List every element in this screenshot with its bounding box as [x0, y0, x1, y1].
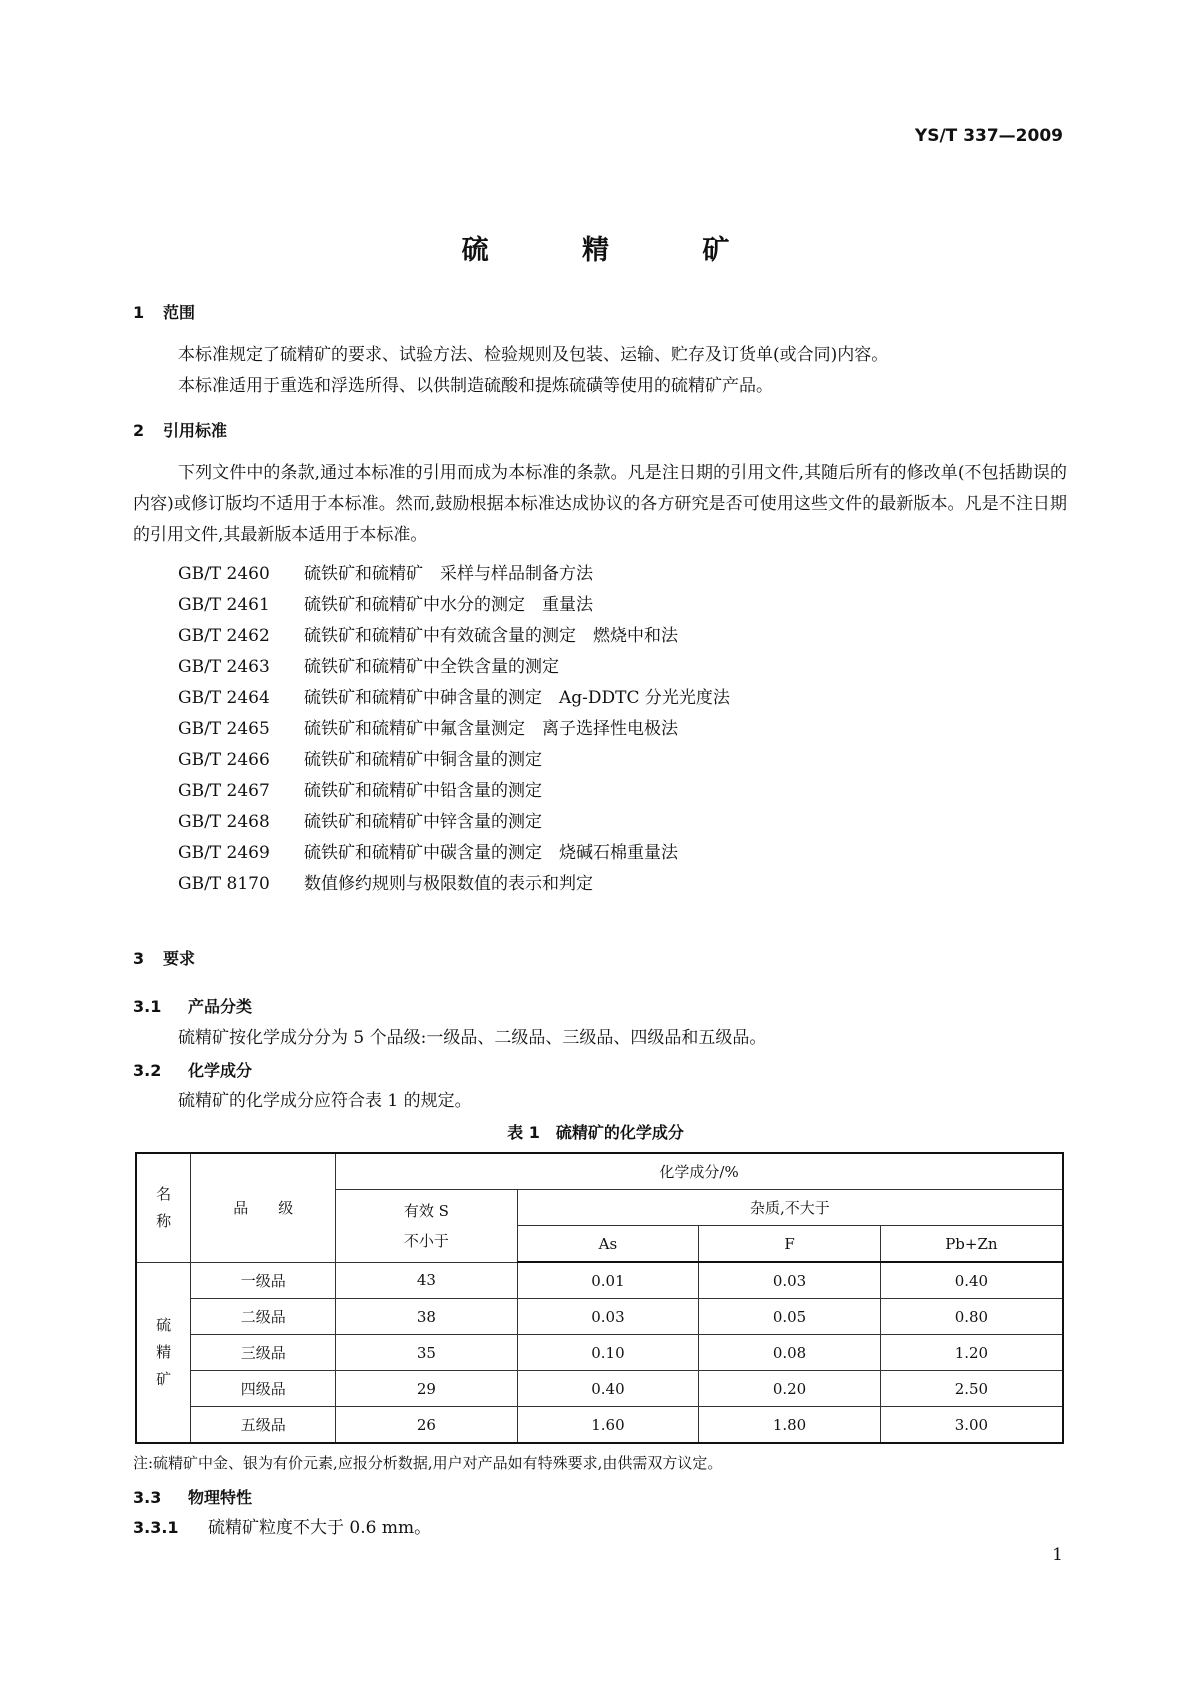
- section-title: 引用标准: [163, 421, 228, 440]
- chemical-composition-table: [135, 1152, 1064, 1444]
- reference-title: 硫铁矿和硫精矿中碳含量的测定 烧碱石棉重量法: [304, 843, 678, 863]
- reference-item: [178, 838, 678, 863]
- effective-s-header-cell: [336, 1190, 518, 1263]
- f-cell: 0.08: [699, 1335, 881, 1371]
- paragraph: 本标准规定了硫精矿的要求、试验方法、检验规则及包装、运输、贮存及订货单(或合同)内容。: [178, 345, 889, 365]
- table-row: [136, 1407, 1063, 1444]
- section-number: 3.1: [133, 997, 162, 1016]
- reference-code: GB/T 2460: [178, 564, 270, 584]
- pbzn-cell: 2.50: [880, 1371, 1063, 1407]
- as-cell: 0.01: [517, 1262, 699, 1299]
- effective-s-header: 有效 S: [403, 1201, 449, 1220]
- impurity-header: 杂质,不大于: [517, 1190, 1063, 1226]
- section-3-3-heading: [133, 1485, 252, 1508]
- pbzn-cell: 0.40: [880, 1262, 1063, 1299]
- reference-item: [178, 807, 542, 832]
- reference-item: [178, 745, 542, 770]
- reference-item: [178, 590, 593, 615]
- as-cell: 0.03: [517, 1299, 699, 1335]
- reference-code: GB/T 2464: [178, 688, 270, 708]
- reference-item: [178, 621, 678, 646]
- section-number: 1: [133, 303, 145, 322]
- table-row: [136, 1335, 1063, 1371]
- as-cell: 0.40: [517, 1371, 699, 1407]
- reference-code: GB/T 2468: [178, 812, 270, 832]
- as-header: As: [517, 1226, 699, 1263]
- grade-cell: 三级品: [191, 1335, 336, 1371]
- table-row: [136, 1262, 1063, 1299]
- table-note: 注:硫精矿中金、银为有价元素,应报分析数据,用户对产品如有特殊要求,由供需双方议定。: [133, 1454, 723, 1472]
- reference-code: GB/T 2463: [178, 657, 270, 677]
- name-header-cell: [136, 1153, 191, 1262]
- min-header: 不小于: [403, 1231, 449, 1250]
- reference-code: GB/T 2466: [178, 750, 270, 770]
- product-name: 硫精矿: [156, 1315, 172, 1388]
- as-cell: 0.10: [517, 1335, 699, 1371]
- paragraph: 本标准适用于重选和浮选所得、以供制造硫酸和提炼硫磺等使用的硫精矿产品。: [178, 376, 773, 396]
- document-title: 硫 精 矿: [461, 235, 772, 266]
- reference-title: 硫铁矿和硫精矿中氟含量测定 离子选择性电极法: [304, 719, 678, 739]
- reference-title: 硫铁矿和硫精矿中水分的测定 重量法: [304, 595, 593, 615]
- reference-code: GB/T 2467: [178, 781, 270, 801]
- reference-code: GB/T 2465: [178, 719, 270, 739]
- reference-title: 硫铁矿和硫精矿中锌含量的测定: [304, 812, 542, 832]
- grade-cell: 五级品: [191, 1407, 336, 1444]
- reference-code: GB/T 2469: [178, 843, 270, 863]
- f-cell: 0.03: [699, 1262, 881, 1299]
- section-title: 化学成分: [188, 1061, 253, 1080]
- reference-item: [178, 869, 593, 894]
- reference-code: GB/T 8170: [178, 874, 270, 894]
- section-2-heading: [133, 418, 227, 441]
- section-title: 要求: [163, 949, 196, 968]
- reference-title: 数值修约规则与极限数值的表示和判定: [304, 874, 593, 894]
- section-number: 3.3: [133, 1488, 162, 1507]
- pbzn-cell: 0.80: [880, 1299, 1063, 1335]
- name-header: 名称: [156, 1184, 172, 1230]
- reference-title: 硫铁矿和硫精矿中铜含量的测定: [304, 750, 542, 770]
- reference-item: [178, 776, 542, 801]
- as-cell: 1.60: [517, 1407, 699, 1444]
- section-3-1-heading: [133, 994, 252, 1017]
- chem-composition-header: 化学成分/%: [336, 1153, 1063, 1190]
- s-cell: 43: [336, 1262, 518, 1299]
- grade-cell: 一级品: [191, 1262, 336, 1299]
- s-cell: 26: [336, 1407, 518, 1444]
- section-1-heading: [133, 300, 195, 323]
- reference-item: [178, 652, 559, 677]
- paragraph: 硫精矿的化学成分应符合表 1 的规定。: [178, 1091, 472, 1111]
- standard-number: YS/T 337—2009: [914, 126, 1063, 146]
- pbzn-cell: 3.00: [880, 1407, 1063, 1444]
- pbzn-cell: 1.20: [880, 1335, 1063, 1371]
- reference-title: 硫铁矿和硫精矿 采样与样品制备方法: [304, 564, 593, 584]
- s-cell: 35: [336, 1335, 518, 1371]
- f-cell: 0.05: [699, 1299, 881, 1335]
- reference-code: GB/T 2462: [178, 626, 270, 646]
- section-number: 3.2: [133, 1061, 162, 1080]
- reference-item: [178, 559, 593, 584]
- section-title: 物理特性: [188, 1488, 253, 1507]
- grade-cell: 二级品: [191, 1299, 336, 1335]
- page-number: 1: [1052, 1545, 1063, 1565]
- clause-number: 3.3.1: [133, 1518, 179, 1537]
- clause-text: 硫精矿粒度不大于 0.6 mm。: [208, 1518, 432, 1538]
- reference-title: 硫铁矿和硫精矿中有效硫含量的测定 燃烧中和法: [304, 626, 678, 646]
- table-caption: 表 1 硫精矿的化学成分: [507, 1123, 684, 1142]
- intro-paragraph: 下列文件中的条款,通过本标准的引用而成为本标准的条款。凡是注日期的引用文件,其随后所有的修改单(不包括勘误的内容)或修订版均不适用于本标准。然而,鼓励根据本标准达成协议的各方研究是否可使用这些文件的最新版本。凡是不注日期的引用文件,其最新版本适用于本标准。: [133, 463, 1067, 545]
- s-cell: 38: [336, 1299, 518, 1335]
- section-3-2-heading: [133, 1058, 252, 1081]
- grade-header: 品 级: [191, 1153, 336, 1262]
- grade-cell: 四级品: [191, 1371, 336, 1407]
- pbzn-header: Pb+Zn: [880, 1226, 1063, 1263]
- f-cell: 1.80: [699, 1407, 881, 1444]
- f-cell: 0.20: [699, 1371, 881, 1407]
- reference-title: 硫铁矿和硫精矿中砷含量的测定 Ag-DDTC 分光光度法: [304, 688, 730, 708]
- product-name-cell: [136, 1262, 191, 1443]
- reference-code: GB/T 2461: [178, 595, 270, 615]
- table-row: [136, 1371, 1063, 1407]
- reference-item: [178, 683, 730, 708]
- section-title: 范围: [163, 303, 196, 322]
- section-title: 产品分类: [188, 997, 253, 1016]
- section-number: 2: [133, 421, 145, 440]
- table-row: [136, 1299, 1063, 1335]
- section-3-heading: [133, 946, 195, 969]
- f-header: F: [699, 1226, 881, 1263]
- reference-item: [178, 714, 678, 739]
- reference-title: 硫铁矿和硫精矿中铅含量的测定: [304, 781, 542, 801]
- clause-3-3-1: [133, 1512, 431, 1544]
- reference-title: 硫铁矿和硫精矿中全铁含量的测定: [304, 657, 559, 677]
- s-cell: 29: [336, 1371, 518, 1407]
- paragraph: 硫精矿按化学成分分为 5 个品级:一级品、二级品、三级品、四级品和五级品。: [178, 1028, 767, 1048]
- section-number: 3: [133, 949, 145, 968]
